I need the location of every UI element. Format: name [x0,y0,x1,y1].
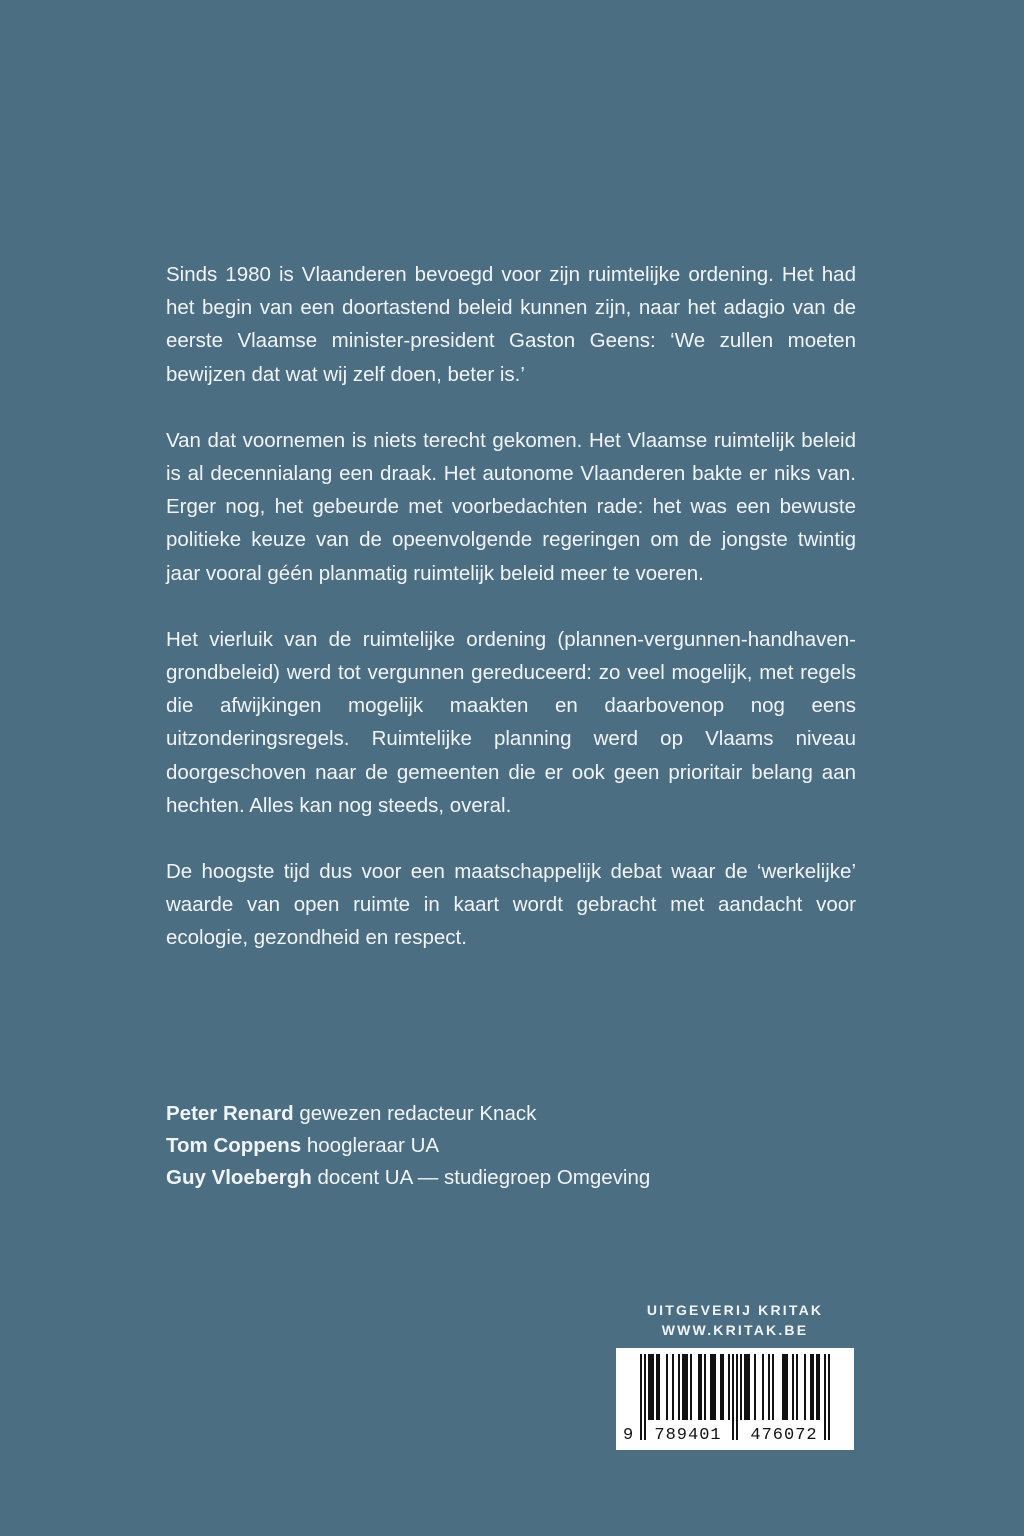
barcode-bar [656,1354,658,1420]
barcode-bar [710,1354,712,1420]
author-name: Tom Coppens [166,1134,302,1157]
barcode-bar [650,1354,652,1420]
author-name: Peter Renard [166,1102,294,1125]
author-role: gewezen redacteur Knack [299,1102,537,1125]
back-cover-blurb [166,258,856,955]
publisher-info [616,1300,854,1340]
barcode-bar [728,1354,730,1420]
author-line [166,1098,856,1130]
author-name: Guy Vloebergh [166,1166,312,1189]
isbn-barcode [616,1348,854,1450]
barcode-bar [810,1354,812,1420]
barcode-bar [754,1354,756,1420]
barcode-bar [786,1354,788,1420]
author-list [166,1098,856,1194]
author-line [166,1162,856,1194]
barcode-bar [640,1354,642,1440]
barcode-bar [796,1354,798,1420]
blurb-paragraph-4: De hoogste tijd dus voor een maatschappelijk debat waar de ‘werkelijke’ waarde van open ruimte in kaart wordt gebracht met aandacht voor ecologie, gezondheid en respect. [166,860,856,950]
barcode-bar [768,1354,770,1420]
barcode-bar [816,1354,818,1420]
barcode-bar [722,1354,724,1420]
barcode-graphic [616,1348,854,1450]
publisher-website: WWW.KRITAK.BE [661,1322,809,1338]
publisher-name: UITGEVERIJ KRITAK [646,1302,824,1318]
barcode-bar [782,1354,784,1420]
barcode-prefix-digit: 9 [623,1426,634,1445]
barcode-bar [824,1354,826,1440]
barcode-bar [828,1354,830,1440]
barcode-bar [684,1354,686,1420]
author-role: docent UA — studiegroep Omgeving [317,1166,651,1189]
barcode-bar [740,1354,742,1420]
barcode-bar [732,1354,734,1440]
barcode-left-digits: 789401 [654,1426,722,1445]
author-line [166,1130,856,1162]
barcode-bar [698,1354,700,1420]
barcode-bar [772,1354,774,1420]
author-role: hoogleraar UA [306,1134,440,1157]
barcode-bar [658,1354,660,1420]
barcode-bar [644,1354,646,1440]
barcode-bar [784,1354,786,1420]
barcode-bar [666,1354,668,1420]
barcode-bar [700,1354,702,1420]
barcode-bar [748,1354,750,1420]
barcode-bar [714,1354,716,1420]
barcode-bar [690,1354,692,1420]
barcode-bar [736,1354,738,1440]
barcode-bar [686,1354,688,1420]
barcode-bar [812,1354,814,1420]
barcode-bar [762,1354,764,1420]
barcode-bar [682,1354,684,1420]
barcode-bar [746,1354,748,1420]
blurb-paragraph-2: Van dat voornemen is niets terecht gekomen. Het Vlaamse ruimtelijk beleid is al decennialang een draak. Het autonome Vlaanderen bakte er niks van. Erger nog, het gebeurde met voorbedachten rade: het was een bewuste politieke keuze van de opeenvolgende regeringen om de jongste twintig jaar vooral géén planmatig ruimtelijk beleid meer te voeren. [166,428,856,585]
barcode-bar [792,1354,794,1420]
barcode-right-digits: 476072 [750,1426,818,1445]
barcode-bar [804,1354,806,1420]
barcode-bar [704,1354,706,1420]
barcode-bar [678,1354,680,1420]
blurb-paragraph-1: Sinds 1980 is Vlaanderen bevoegd voor zijn ruimtelijke ordening. Het had het begin van een doortastend beleid kunnen zijn, naar het adagio van de eerste Vlaamse minister-president Gaston Geens: ‘We zullen moeten bewijzen dat wat wij zelf doen, beter is.’ [166,263,856,386]
barcode-bar [744,1354,746,1420]
barcode-bar [672,1354,674,1420]
barcode-bar [818,1354,820,1420]
blurb-paragraph-3: Het vierluik van de ruimtelijke ordening (plannen-vergunnen-handhaven-grondbeleid) werd tot vergunnen gereduceerd: zo veel mogelijk, met regels die afwijkingen mogelijk maakten en daarbovenop nog eens uitzonderingsregels. Ruimtelijke planning werd op Vlaams niveau doorgeschoven naar de gemeenten die er ook geen prioritair belang aan hechten. Alles kan nog steeds, overal. [166,627,856,817]
barcode-bar [712,1354,714,1420]
barcode-bar [652,1354,654,1420]
barcode-bar [720,1354,722,1420]
barcode-bar [648,1354,650,1420]
